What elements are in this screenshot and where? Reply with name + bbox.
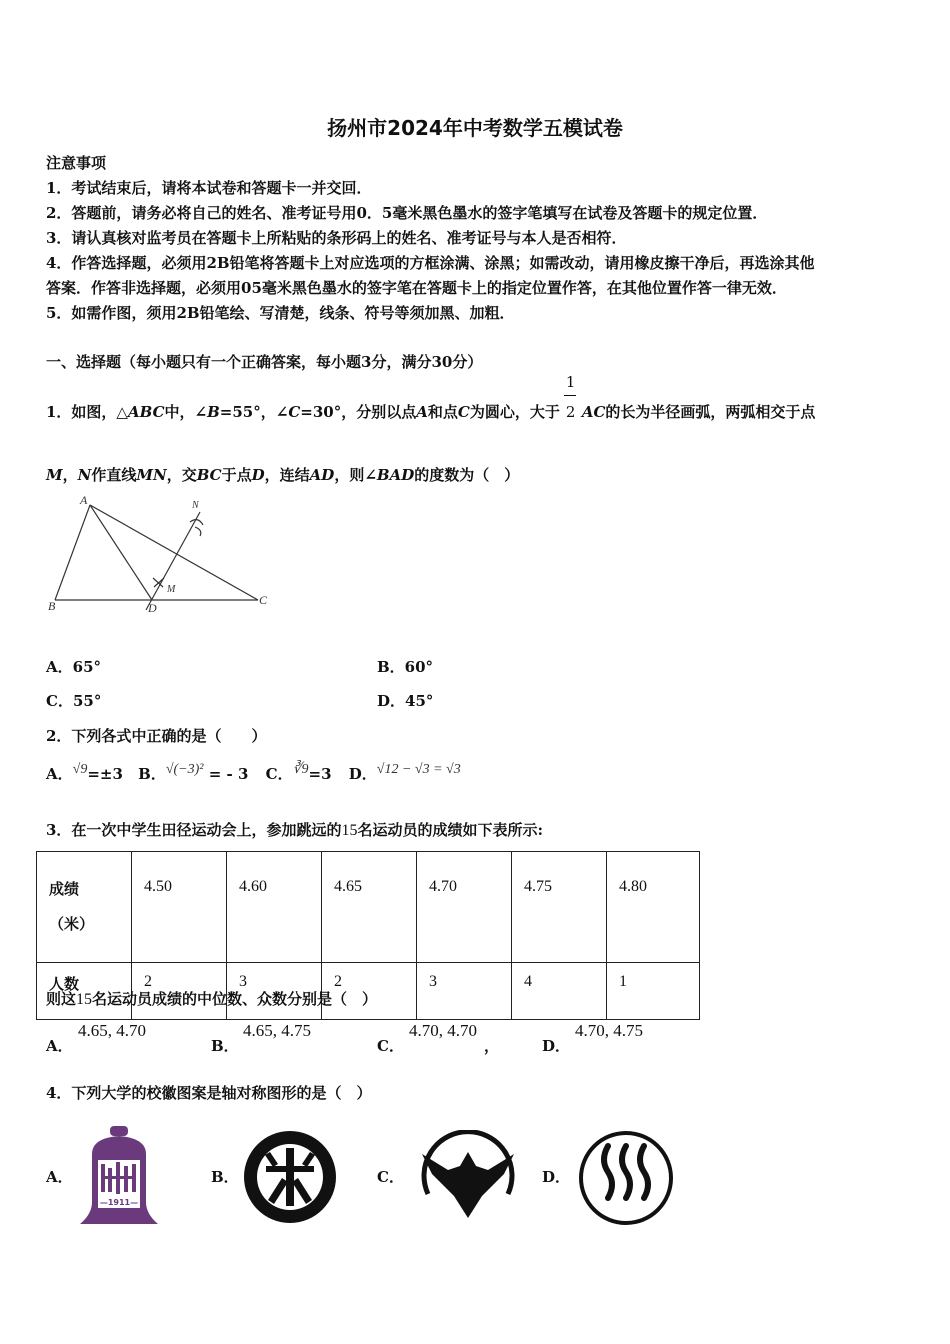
label-n: N: [192, 500, 199, 511]
q1-option-b[interactable]: B．60°: [377, 658, 434, 676]
emblem-year: —1911—: [99, 1198, 139, 1207]
label-c: C: [259, 593, 268, 607]
note-item: 4．作答选择题，必须用2B铅笔将答题卡上对应选项的方框涂满、涂黑；如需改动，请用橡皮擦干净后，再选涂其他: [46, 254, 815, 272]
table-cell: 4.75: [512, 852, 607, 963]
q3-option-b-value[interactable]: 4.65, 4.75: [243, 1021, 311, 1040]
q3-option-c-label[interactable]: C．: [377, 1037, 404, 1055]
label-b: B: [48, 599, 56, 613]
q3-option-c-value[interactable]: 4.70, 4.70: [409, 1021, 477, 1040]
q3-option-d-label[interactable]: D．: [542, 1037, 571, 1055]
line-mn: [146, 512, 200, 610]
arc-n: [190, 520, 203, 525]
table-cell: 4.60: [227, 852, 322, 963]
table-header-cell: 人数: [37, 963, 132, 1020]
note-item: 3．请认真核对监考员在答题卡上所粘贴的条形码上的姓名、准考证号与本人是否相符．: [46, 229, 627, 247]
notes-heading: 注意事项: [46, 154, 107, 172]
table-row: [37, 852, 700, 963]
eagle-emblem-icon[interactable]: [414, 1130, 522, 1226]
section-heading: 一、选择题（每小题只有一个正确答案，每小题3分，满分30分）: [46, 353, 483, 371]
q2-stem: 2．下列各式中正确的是（ ）: [46, 727, 267, 745]
q1-option-a[interactable]: A．65°: [46, 658, 102, 676]
note-item: 2．答题前，请务必将自己的姓名、准考证号用0．5毫米黑色墨水的签字笔填写在试卷及答题卡的规定位置．: [46, 204, 768, 222]
table-header-cell: 成绩 （米）: [37, 852, 132, 963]
q3-option-b-label[interactable]: B．: [211, 1037, 239, 1055]
q4-option-d-label[interactable]: D．: [542, 1168, 571, 1186]
triangle-figure: [40, 492, 280, 622]
bell-emblem-icon[interactable]: [78, 1124, 160, 1230]
note-item: 答案．作答非选择题，必须用05毫米黑色墨水的签字笔在答题卡上的指定位置作答，在其他位置作答一律无效．: [46, 279, 787, 297]
table-cell: 4.70: [417, 852, 512, 963]
q4-option-a-label[interactable]: A．: [46, 1168, 73, 1186]
side-ab: [55, 505, 90, 600]
q1-option-d[interactable]: D．45°: [377, 692, 434, 710]
q4-option-b-label[interactable]: B．: [211, 1168, 239, 1186]
q1-option-c[interactable]: C．55°: [46, 692, 102, 710]
q3-option-a-value[interactable]: 4.65, 4.70: [78, 1021, 146, 1040]
table-cell: 2: [132, 963, 227, 1020]
table-cell: 4: [512, 963, 607, 1020]
page-title: 扬州市2024年中考数学五模试卷: [327, 116, 623, 140]
table-cell: 1: [607, 963, 700, 1020]
label-m: M: [167, 584, 176, 595]
q3-option-a-label[interactable]: A．: [46, 1037, 73, 1055]
fraction-half: $\frac{1}{2}$: [565, 373, 576, 421]
q2-options: [46, 763, 461, 784]
q3-option-c-comma: ，: [484, 1037, 500, 1055]
note-item: 5．如需作图，须用2B铅笔绘、写清楚，线条、符号等须加黑、加粗．: [46, 304, 515, 322]
q4-stem: 4．下列大学的校徽图案是轴对称图形的是（ ）: [46, 1084, 372, 1102]
circle-emblem-icon[interactable]: [242, 1130, 338, 1224]
q3-ask: 则这15名运动员成绩的中位数、众数分别是（ ）: [46, 990, 378, 1008]
table-cell: 4.65: [322, 852, 417, 963]
label-d: D: [148, 601, 157, 615]
segment-ad: [90, 505, 152, 600]
arc-n-2: [195, 527, 201, 536]
table-cell: 3: [227, 963, 322, 1020]
q1-line2: M，N作直线MN，交BC于点D，连结AD，则∠BAD的度数为（ ）: [46, 466, 520, 484]
q2-option-d[interactable]: D．√12 − √3 = √3: [348, 762, 461, 783]
table-cell: 4.80: [607, 852, 700, 963]
table-cell: 2: [322, 963, 417, 1020]
table-cell: 4.50: [132, 852, 227, 963]
table-cell: 3: [417, 963, 512, 1020]
q3-stem: 3．在一次中学生田径运动会上，参加跳远的15名运动员的成绩如下表所示:: [46, 821, 543, 839]
q3-option-d-value[interactable]: 4.70, 4.75: [575, 1021, 643, 1040]
note-item: 1．考试结束后，请将本试卷和答题卡一并交回．: [46, 179, 372, 197]
q4-option-c-label[interactable]: C．: [377, 1168, 404, 1186]
q2-option-b[interactable]: B．√(−3)² = - 3: [138, 762, 249, 783]
label-a: A: [80, 493, 88, 507]
q2-option-a[interactable]: A．√9=±3: [46, 762, 123, 783]
q1-line1: 1．如图，△ABC中，∠B=55°，∠C=30°，分别以点A和点C为圆心，大于 $\frac{1}{2}$ AC的长为半径画弧，两弧相交于点: [46, 373, 816, 421]
wave-emblem-icon[interactable]: [578, 1130, 674, 1226]
q2-option-c[interactable]: C．∛9=3: [265, 762, 332, 783]
